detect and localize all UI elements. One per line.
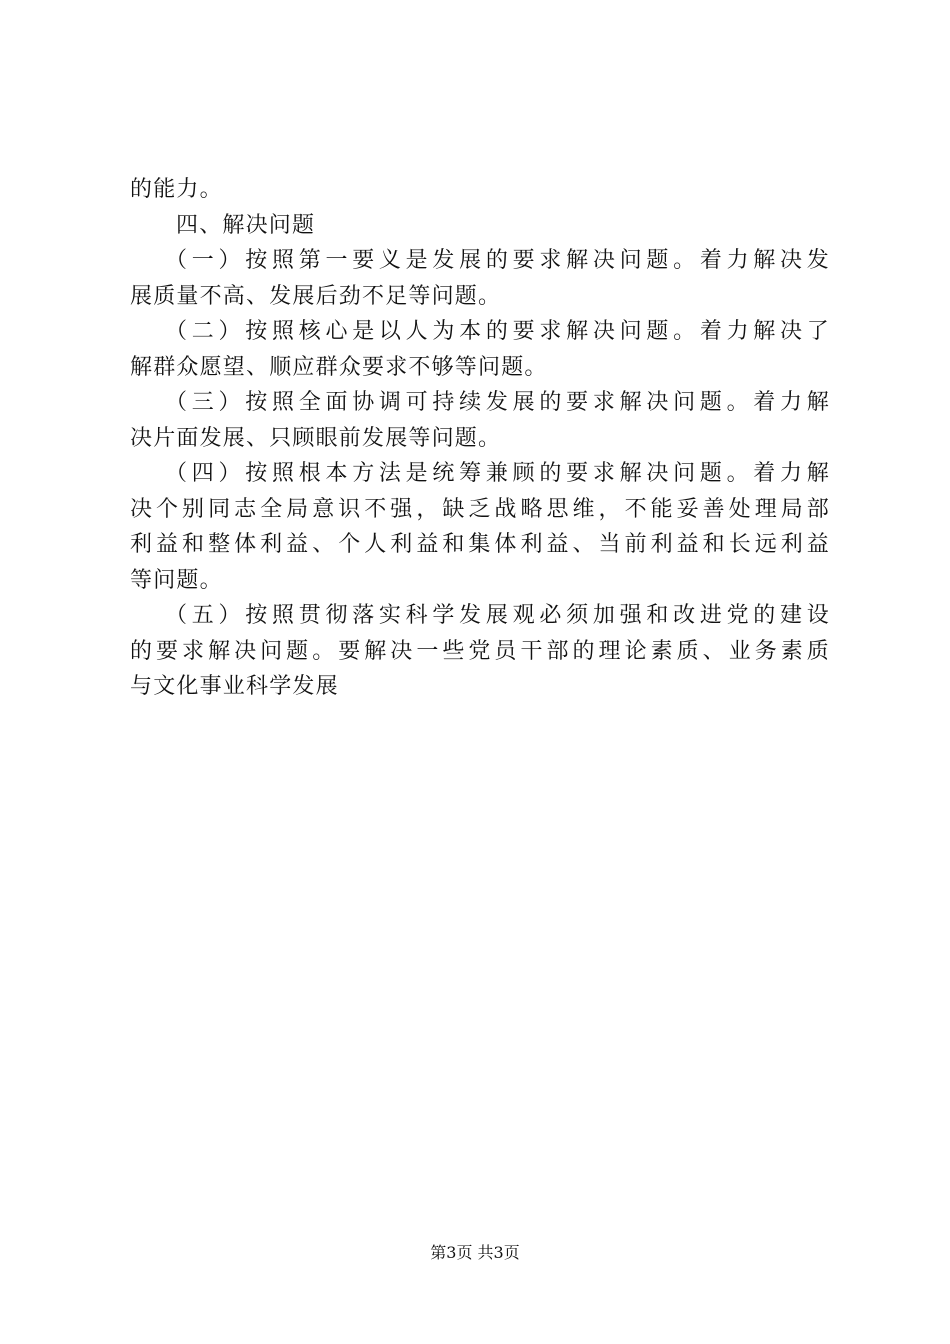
document-body [130, 172, 830, 705]
text-line: 利益和整体利益、个人利益和集体利益、当前利益和长远利益 [130, 532, 830, 557]
page-footer: 第3页 共3页 [430, 1243, 520, 1262]
text-line: （四）按照根本方法是统筹兼顾的要求解决问题。着力解 [165, 461, 830, 486]
text-line: 与文化事业科学发展 [130, 674, 339, 699]
text-line: （一）按照第一要义是发展的要求解决问题。着力解决发 [165, 248, 830, 273]
text-line: 的能力。 [130, 177, 223, 202]
text-line: 解群众愿望、顺应群众要求不够等问题。 [130, 354, 548, 380]
section-heading: 四、解决问题 [176, 212, 316, 238]
text-line: （五）按照贯彻落实科学发展观必须加强和改进党的建设 [165, 603, 830, 628]
text-line: （三）按照全面协调可持续发展的要求解决问题。着力解 [165, 390, 830, 415]
text-line: 决片面发展、只顾眼前发展等问题。 [130, 425, 502, 451]
text-line: 展质量不高、发展后劲不足等问题。 [130, 283, 502, 309]
text-line: 的要求解决问题。要解决一些党员干部的理论素质、业务素质 [130, 638, 830, 664]
text-line: 等问题。 [130, 567, 223, 593]
text-line: （二）按照核心是以人为本的要求解决问题。着力解决了 [165, 319, 830, 344]
text-line: 决个别同志全局意识不强，缺乏战略思维，不能妥善处理局部 [130, 496, 830, 522]
